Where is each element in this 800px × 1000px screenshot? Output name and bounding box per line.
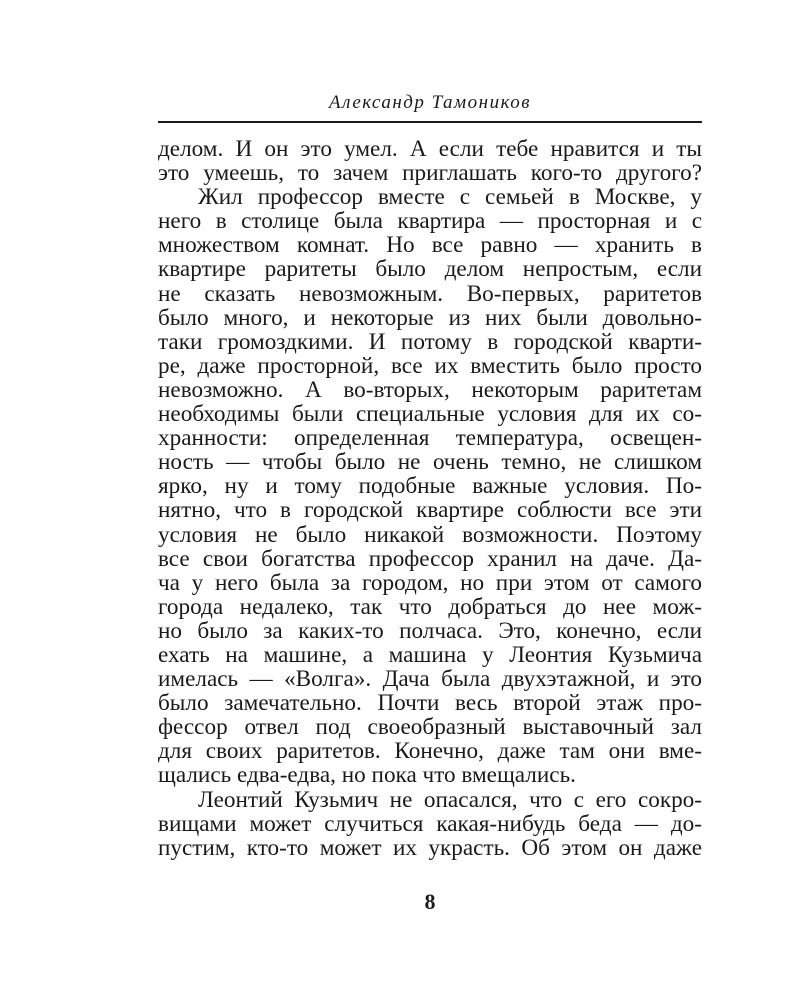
text-line: Жил профессор вместе с семьей в Москве, у — [198, 184, 702, 211]
page-number: 8 — [424, 889, 436, 914]
text-line: города недалеко, так что добраться до нее мож- — [158, 593, 702, 620]
text-line: ча у него была за городом, но при этом от самого — [158, 569, 702, 596]
text-line: ре, даже просторной, все их вместить было просто — [158, 352, 702, 379]
text-line: ехать на машине, а машина у Леонтия Кузьмича — [158, 641, 702, 668]
text-line: фессор отвел под своеобразный выставочный зал — [158, 714, 702, 741]
text-line: нятно, что в городской квартире соблюсти все эти — [158, 497, 702, 524]
text-line: ярко, ну и тому подобные важные условия. По- — [158, 473, 702, 500]
text-line: квартире раритеты было делом непростым, если — [158, 256, 702, 283]
text-line: него в столице была квартира — просторная и с — [158, 208, 702, 235]
text-line: это умеешь, то зачем приглашать кого-то другого? — [158, 160, 702, 187]
text-line: делом. И он это умел. А если тебе нравится и ты — [158, 136, 702, 162]
text-line: имелась — «Волга». Дача была двухэтажной, и это — [158, 666, 702, 693]
text-line: множеством комнат. Но все равно — хранить в — [158, 232, 702, 259]
text-line: для своих раритетов. Конечно, даже там они вме- — [158, 738, 702, 765]
text-line: вищами может случиться какая-нибудь беда — до- — [158, 810, 702, 837]
text-line: но было за каких-то полчаса. Это, конечно, если — [158, 617, 702, 644]
running-head-author: Александр Тамоников — [328, 92, 532, 113]
text-line: не сказать невозможным. Во-первых, раритетов — [158, 280, 702, 307]
text-line: Леонтий Кузьмич не опасался, что с его сокро- — [198, 786, 702, 813]
header-rule — [158, 121, 702, 123]
text-line: щались едва-едва, но пока что вмещались. — [158, 762, 576, 789]
text-line: было много, и некоторые из них были довольно- — [158, 304, 702, 331]
text-line: пустим, кто-то может их украсть. Об этом он даже — [158, 834, 702, 861]
text-line: невозможно. А во-вторых, некоторым раритетам — [158, 376, 702, 403]
text-line: хранности: определенная температура, освещен- — [158, 425, 702, 452]
text-line: таки громоздкими. И потому в городской кварти- — [158, 328, 702, 355]
text-line: необходимы были специальные условия для их со- — [158, 401, 702, 428]
text-line: было замечательно. Почти весь второй этаж про- — [158, 690, 702, 717]
body-text — [158, 137, 702, 860]
text-line: все свои богатства профессор хранил на даче. Да- — [158, 545, 702, 572]
text-line: условия не было никакой возможности. Поэтому — [158, 521, 702, 548]
text-line: ность — чтобы было не очень темно, не слишком — [158, 449, 702, 476]
